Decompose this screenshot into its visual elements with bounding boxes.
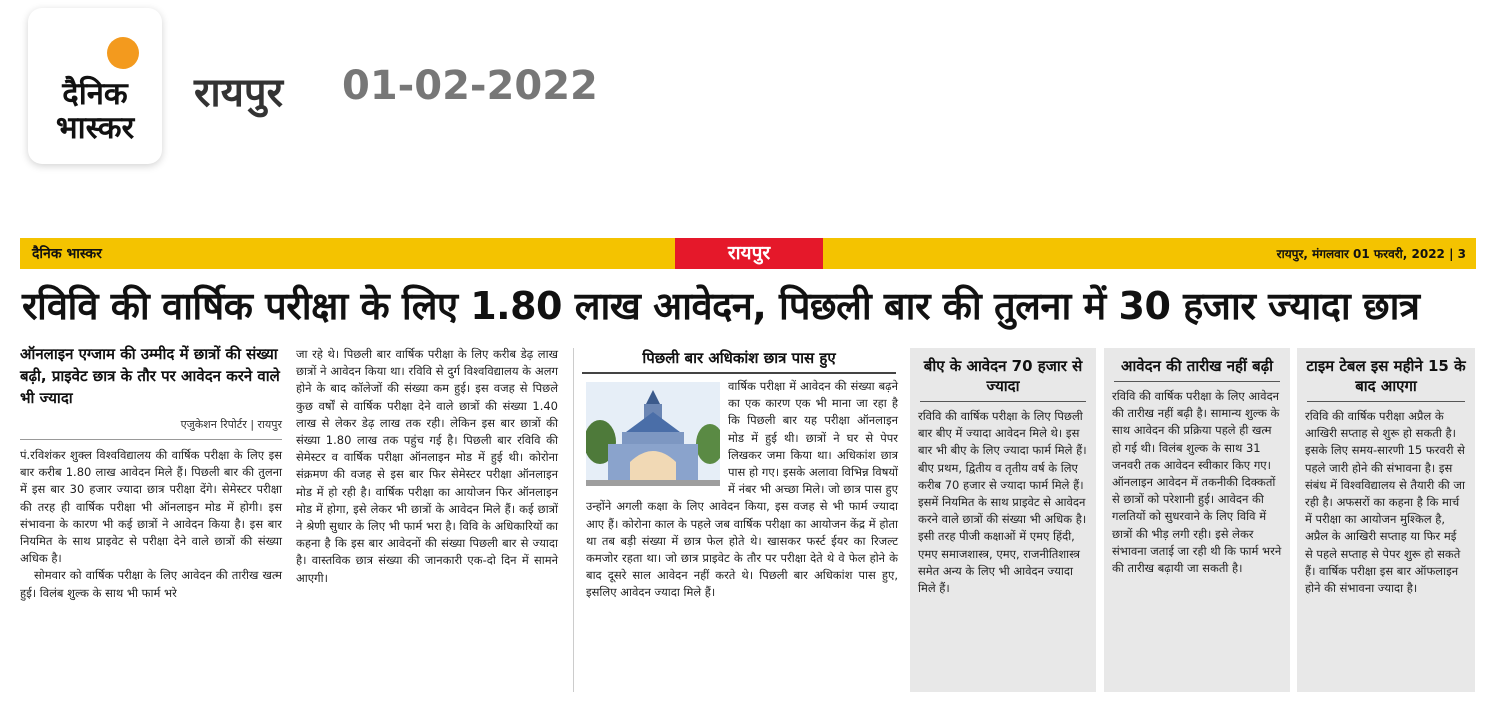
sidebar-ba-applications xyxy=(910,348,1096,692)
box-title: पिछली बार अधिकांश छात्र पास हुए xyxy=(642,349,836,367)
band-brand: दैनिक भास्कर xyxy=(32,246,102,262)
sidebar-application-date xyxy=(1104,348,1290,692)
logo-text-line2: भास्कर xyxy=(55,110,135,146)
sidebar-title: आवेदन की तारीख नहीं बढ़ी xyxy=(1120,357,1274,375)
box-body-text: वार्षिक परीक्षा में आवेदन की संख्या बढ़ने का एक कारण एक भी माना जा रहा है कि पिछली बार यह परीक्षा ऑनलाइन मोड में हुई थी। छात्रों ने घर से पेपर लिखकर जमा किया था। अधिकांश छात्र पास हो गए। इसके अलावा विभिन्न विषयों में नंबर भी अच्छा मिले। जो छात्र पास हुए उन्होंने अगली कक्षा के लिए आवेदन किया, इस वजह से भी फार्म ज्यादा आए हैं। कोरोना काल के पहले जब वार्षिक परीक्षा का आयोजन केंद्र में होता था तब बड़ी संख्या में छात्र फेल होते थे। खासकर फर्स्ट ईयर का रिजल्ट कमजोर रहता था। जो छात्र प्राइवेट के तौर पर परीक्षा देते थे वे फेल होने के बाद दूसरे साल आवेदन नहीं करते थे। पिछली बार अधिकांश पास हुए, इसलिए आवेदन ज्यादा मिले हैं। xyxy=(586,379,898,600)
sun-icon xyxy=(107,37,139,69)
band-dateline: रायपुर, मंगलवार 01 फरवरी, 2022 | 3 xyxy=(1276,247,1466,261)
sidebar-title: टाइम टेबल इस महीने 15 के बाद आएगा xyxy=(1306,357,1466,395)
divider xyxy=(1114,381,1280,382)
sidebar-timetable xyxy=(1297,348,1475,692)
article-byline: एजुकेशन रिपोर्टर | रायपुर xyxy=(180,418,282,431)
divider xyxy=(582,372,896,374)
divider xyxy=(920,401,1086,402)
dainik-bhaskar-logo xyxy=(28,8,162,164)
sidebar-title: बीए के आवेदन 70 हजार से ज्यादा xyxy=(923,357,1083,395)
edition-city: रायपुर xyxy=(194,70,283,116)
article-subhead: ऑनलाइन एग्जाम की उम्मीद में छात्रों की संख्या बढ़ी, प्राइवेट छात्र के तौर पर आवेदन करने वाले भी ज्यादा xyxy=(20,345,280,407)
sidebar-body: रविवि की वार्षिक परीक्षा के लिए पिछली बार बीए में ज्यादा आवेदन मिले थे। इस बार भी बीए के लिए ज्यादा फार्म मिले हैं। बीए प्रथम, द्वितीय व तृतीय वर्ष के लिए करीब 70 हजार से ज्यादा फार्म मिले हैं। इसमें नियमित के साथ प्राइवेट से आवेदन करने वाले छात्रों की संख्या भी अधिक है। इसी तरह पीजी कक्षाओं में एमए हिंदी, एमए समाजशास्त्र, एमए, राजनीतिशास्त्र समेत अन्य के लिए भी आवेदन ज्यादा मिले हैं। xyxy=(918,409,1087,596)
article-body-1b: सोमवार को वार्षिक परीक्षा के लिए आवेदन की तारीख खत्म हुई। विलंब शुल्क के साथ भी फार्म भरे xyxy=(20,568,282,600)
box-previous-results xyxy=(573,348,904,692)
article-column-1 xyxy=(20,343,282,602)
page-band xyxy=(20,238,1476,269)
article-body-1: पं.रविशंकर शुक्ल विश्वविद्यालय की वार्षिक परीक्षा के लिए इस बार करीब 1.80 लाख आवेदन मिले हैं। पिछली बार की तुलना में इस बार 30 हजार ज्यादा छात्र परीक्षा देंगे। सेमेस्टर परीक्षा की तरह ही वार्षिक परीक्षा भी ऑनलाइन मोड में होगी। इस संभावना के कारण भी कई छात्रों ने आवेदन किया है। इस बार नियमित के साथ प्राइवेट से परीक्षा देने वाले छात्रों की संख्या अधिक है। xyxy=(20,448,282,566)
divider xyxy=(1307,401,1465,402)
sidebar-body: रविवि की वार्षिक परीक्षा अप्रैल के आखिरी सप्ताह से शुरू हो सकती है। इसके लिए समय-सारणी 15 फरवरी से पहले जारी होने की संभावना है। इस संबंध में विश्वविद्यालय से तैयारी की जा रही है। अफसरों का कहना है कि मार्च में परीक्षा का आयोजन मुश्किल है, अप्रैल के आखिरी सप्ताह या फिर मई से पहले सप्ताह से पेपर शुरू हो सकते हैं। वार्षिक परीक्षा इस बार ऑफलाइन होने की संभावना ज्यादा है। xyxy=(1305,409,1465,596)
box-body xyxy=(574,378,904,602)
section-label: रायपुर xyxy=(675,238,823,269)
article-headline: रविवि की वार्षिक परीक्षा के लिए 1.80 लाख आवेदन, पिछली बार की तुलना में 30 हजार ज्यादा छात्र xyxy=(22,284,1420,328)
university-gate-photo xyxy=(586,382,720,486)
divider xyxy=(20,439,282,440)
article-body-2: जा रहे थे। पिछली बार वार्षिक परीक्षा के लिए करीब डेढ़ लाख छात्रों ने आवेदन किया था। रविवि से दुर्ग विश्वविद्यालय के अलग होने के बाद कॉलेजों की संख्या कम हुई। इस वजह से पिछले कुछ वर्षों से वार्षिक परीक्षा देने वाले छात्रों की संख्या 1.40 लाख से लेकर डेढ़ लाख तक रही। लेकिन इस बार छात्रों की संख्या 1.80 लाख तक पहुंच गई है। पिछली बार रविवि की सेमेस्टर व वार्षिक परीक्षा ऑनलाइन मोड में हुई थी। कोरोना संक्रमण की वजह से इस बार फिर सेमेस्टर परीक्षा ऑनलाइन मोड में हो रही है। वार्षिक परीक्षा का आयोजन फिर ऑनलाइन मोड में होगा, इसे लेकर भी छात्रों के आवेदन मिले हैं। कई छात्रों ने श्रेणी सुधार के लिए भी फार्म भरा है। विवि के अधिकारियों का कहना है कि इस बार आवेदनों की संख्या पिछली बार से ज्यादा है। वास्तविक छात्र संख्या की जानकारी एक-दो दिन में सामने आएगी। xyxy=(296,347,558,585)
edition-date: 01-02-2022 xyxy=(342,63,598,109)
sidebar-body: रविवि की वार्षिक परीक्षा के लिए आवेदन की तारीख नहीं बढ़ी है। सामान्य शुल्क के साथ आवेदन की प्रक्रिया पहले ही खत्म हो गई थी। विलंब शुल्क के साथ 31 जनवरी तक आवेदन स्वीकार किए गए। ऑनलाइन आवेदन में तकनीकी दिक्कतों से छात्रों को परेशानी हुई। आवेदन की गलतियों को सुधरवाने के लिए विवि में छात्रों की भीड़ लगी रही। इसे लेकर संभावना जताई जा रही थी कि फार्म भरने की तारीख बढ़ायी जा सकती है। xyxy=(1112,389,1282,576)
logo-text-line1: दैनिक xyxy=(62,76,128,112)
article-column-2 xyxy=(296,346,558,587)
